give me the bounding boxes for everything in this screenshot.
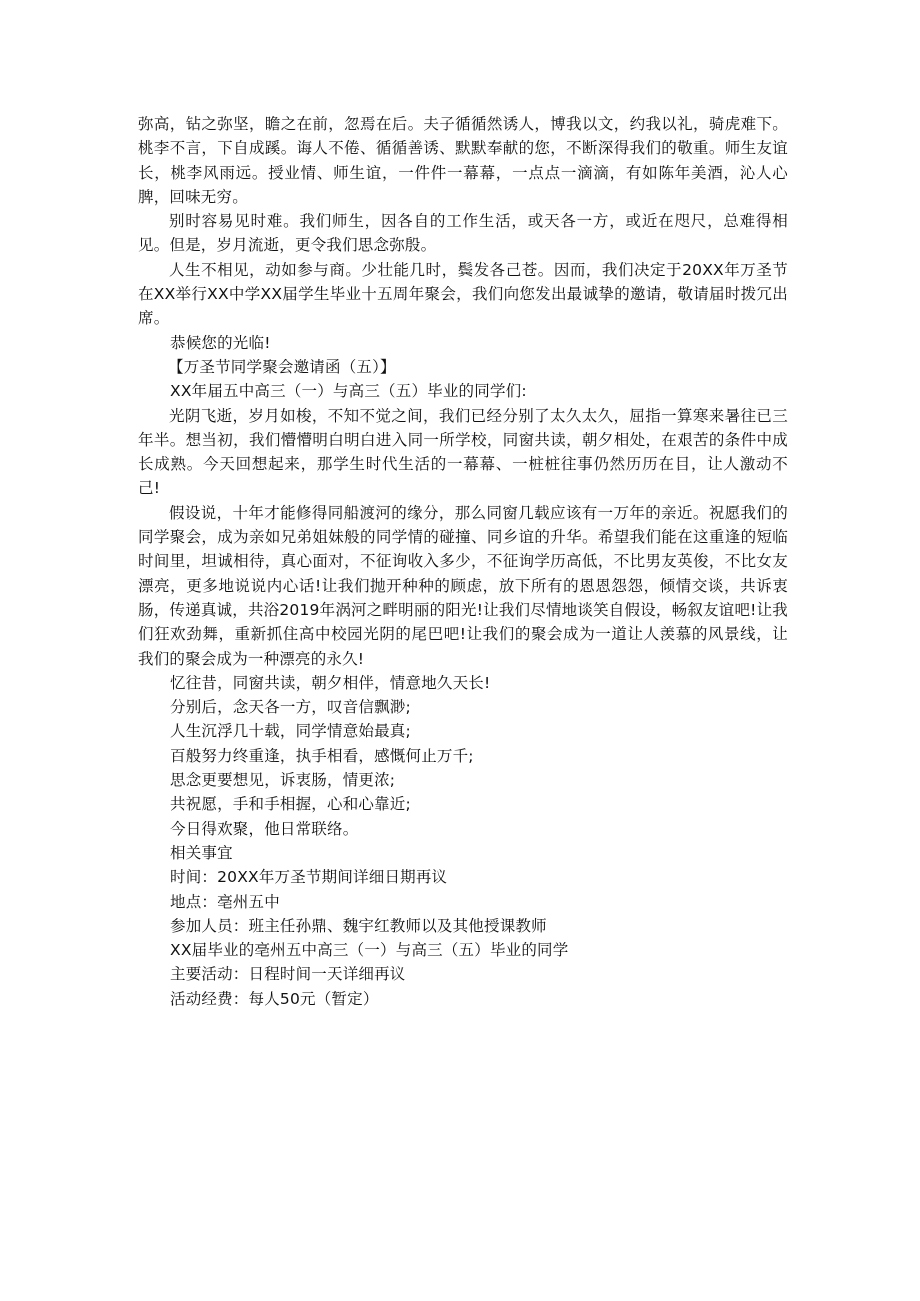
poem-line: 忆往昔，同窗共读，朝夕相伴，情意地久天长!	[170, 673, 491, 692]
paragraph-memories: 光阴飞逝，岁月如梭，不知不觉之间，我们已经分别了太久太久，屈指一算寒来暑往已三年半。想当初，我们懵懵明白明白进入同一所学校，同窗共读，朝夕相处，在艰苦的条件中成长成熟。今天回想起来，那学生时代生活的一幕幕、一桩桩往事仍然历历在目，让人激动不己!	[138, 406, 788, 498]
section-title: 【万圣节同学聚会邀请函（五）】	[168, 357, 396, 376]
poem-line: 人生沉浮几十载，同学情意始最真;	[170, 722, 411, 741]
detail-participants: 参加人员：班主任孙鼎、魏宇红教师以及其他授课教师	[170, 916, 547, 935]
paragraph-parting: 别时容易见时难。我们师生，因各自的工作生活，或天各一方，或近在咫尺，总难得相见。但是，岁月流逝，更令我们思念弥殷。	[138, 212, 788, 255]
poem-line: 分别后，念天各一方，叹音信飘渺;	[170, 698, 411, 717]
document-page	[138, 112, 788, 1011]
detail-classmates: XX届毕业的亳州五中高三（一）与高三（五）毕业的同学	[170, 941, 569, 960]
poem-line: 思念更要想见，诉衷肠，情更浓;	[170, 771, 396, 790]
detail-time: 时间：20XX年万圣节期间详细日期再议	[170, 868, 448, 887]
paragraph-tribute: 弥高，钻之弥坚，瞻之在前，忽焉在后。夫子循循然诱人，博我以文，约我以礼，骑虎难下。桃李不言，下自成蹊。诲人不倦、循循善诱、默默奉献的您，不断深得我们的敬重。师生友谊长，桃李风雨远。授业情、师生谊，一件件一幕幕，一点点一滴滴，有如陈年美酒，沁人心脾，回味无穷。	[138, 115, 788, 206]
detail-activities: 主要活动：日程时间一天详细再议	[170, 965, 406, 984]
salutation: XX年届五中高三（一）与高三（五）毕业的同学们:	[170, 382, 527, 401]
detail-location: 地点：亳州五中	[170, 892, 280, 911]
details-heading: 相关事宜	[170, 843, 233, 862]
paragraph-reunion-wishes: 假设说，十年才能修得同船渡河的缘分，那么同窗几载应该有一万年的亲近。祝愿我们的同学聚会，成为亲如兄弟姐妹般的同学情的碰撞、同乡谊的升华。希望我们能在这重逢的短临时间里，坦诚相待，真心面对，不征询收入多少，不征询学历高低，不比男友英俊，不比女友漂亮，更多地说说内心话!让我们抛开种种的顾虑，放下所有的恩恩怨怨，倾情交谈，共诉衷肠，传递真诚，共浴2019年涡河之畔明丽的阳光!让我们尽情地谈笑自假设，畅叙友谊吧!让我们狂欢劲舞，重新抓住高中校园光阴的尾巴吧!让我们的聚会成为一道让人羡慕的风景线，让我们的聚会成为一种漂亮的永久!	[138, 503, 788, 668]
paragraph-invitation: 人生不相见，动如参与商。少壮能几时，鬓发各己苍。因而，我们决定于20XX年万圣节在XX举行XX中学XX届学生毕业十五周年聚会，我们向您发出最诚挚的邀请，敬请届时拨冗出席。	[138, 260, 788, 328]
detail-fee: 活动经费：每人50元（暂定）	[170, 989, 379, 1008]
poem-line: 今日得欢聚，他日常联络。	[170, 819, 359, 838]
poem-line: 百般努力终重逢，执手相看，感慨何止万千;	[170, 746, 474, 765]
closing-line: 恭候您的光临!	[170, 333, 271, 352]
poem-line: 共祝愿，手和手相握，心和心靠近;	[170, 795, 411, 814]
